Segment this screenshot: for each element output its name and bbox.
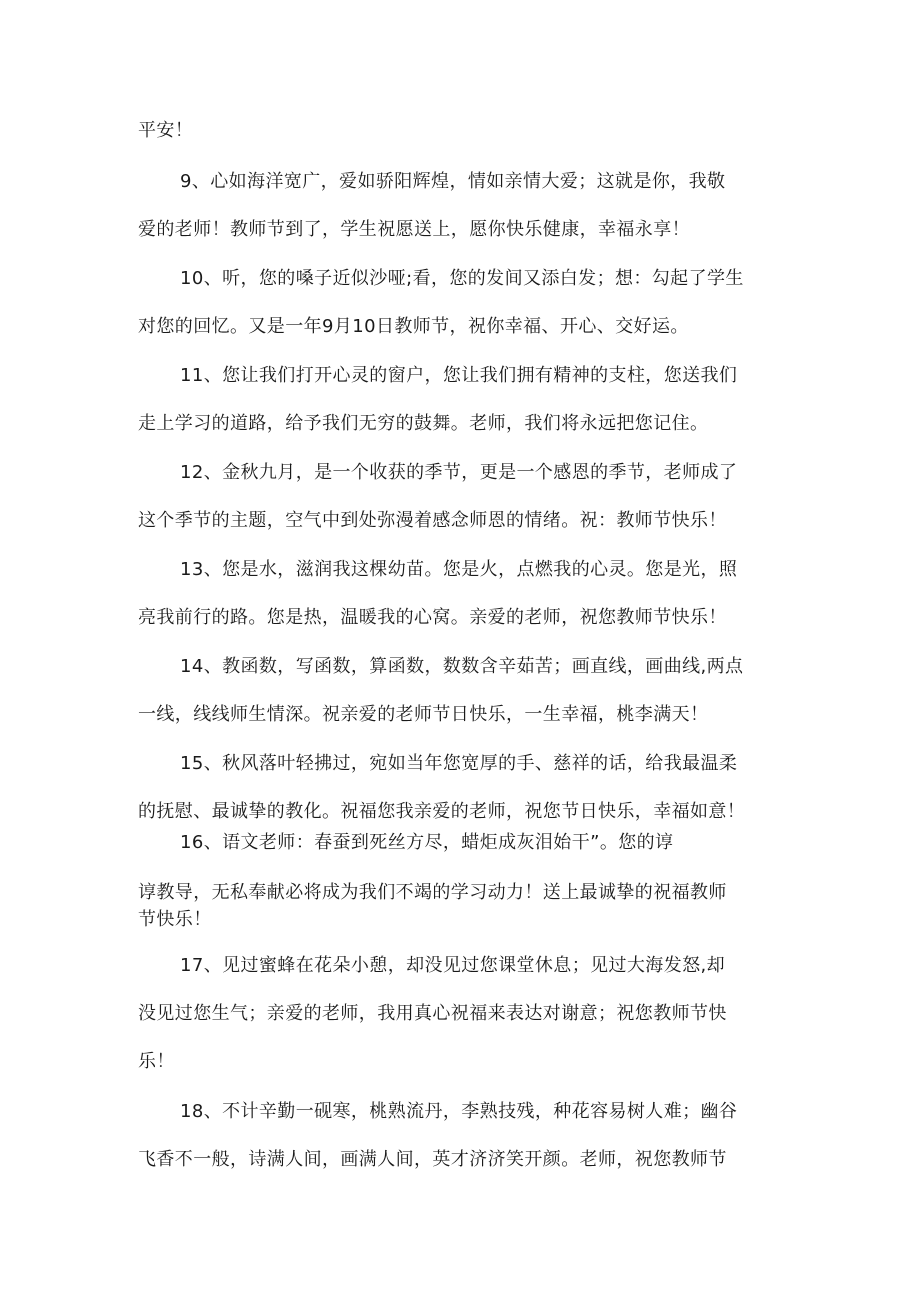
text-line: 9、心如海洋宽广，爱如骄阳辉煌，情如亲情大爱；这就是你，我敬 bbox=[180, 171, 726, 192]
text-line: 谆教导，无私奉献必将成为我们不竭的学习动力！送上最诚挚的祝福教师 bbox=[138, 882, 727, 903]
text-line: 对您的回忆。又是一年9月10日教师节，祝你幸福、开心、交好运。 bbox=[138, 316, 689, 337]
text-line: 14、教函数，写函数，算函数，数数含辛茹苦；画直线，画曲线,两点 bbox=[180, 656, 744, 677]
text-line: 11、您让我们打开心灵的窗户，您让我们拥有精神的支柱，您送我们 bbox=[180, 365, 738, 386]
text-line: 16、语文老师：春蚕到死丝方尽，蜡炬成灰泪始干”。您的谆 bbox=[180, 832, 674, 853]
text-line: 10、听，您的嗓子近似沙哑;看，您的发间又添白发；想：勾起了学生 bbox=[180, 268, 744, 289]
text-line: 13、您是水，滋润我这棵幼苗。您是火，点燃我的心灵。您是光，照 bbox=[180, 559, 738, 580]
text-line: 一线，线线师生情深。祝亲爱的老师节日快乐，一生幸福，桃李满天！ bbox=[138, 704, 709, 725]
text-line: 这个季节的主题，空气中到处弥漫着感念师恩的情绪。祝：教师节快乐！ bbox=[138, 510, 727, 531]
text-line: 爱的老师！教师节到了，学生祝愿送上，愿你快乐健康，幸福永享！ bbox=[138, 219, 690, 240]
text-line: 17、见过蜜蜂在花朵小憩，却没见过您课堂休息；见过大海发怒,却 bbox=[180, 955, 726, 976]
text-line: 15、秋风落叶轻拂过，宛如当年您宽厚的手、慈祥的话，给我最温柔 bbox=[180, 753, 738, 774]
text-line: 节快乐！ bbox=[138, 909, 212, 930]
text-line: 亮我前行的路。您是热，温暖我的心窝。亲爱的老师，祝您教师节快乐！ bbox=[138, 607, 727, 628]
text-line: 12、金秋九月，是一个收获的季节，更是一个感恩的季节，老师成了 bbox=[180, 462, 738, 483]
text-line: 走上学习的道路，给予我们无穷的鼓舞。老师，我们将永远把您记住。 bbox=[138, 413, 709, 434]
text-line: 乐！ bbox=[138, 1051, 175, 1072]
text-line: 平安！ bbox=[138, 120, 194, 141]
text-line: 的抚慰、最诚挚的教化。祝福您我亲爱的老师，祝您节日快乐，幸福如意！ bbox=[138, 801, 746, 822]
text-line: 18、不计辛勤一砚寒，桃熟流丹，李熟技残，种花容易树人难；幽谷 bbox=[180, 1101, 738, 1122]
text-line: 没见过您生气；亲爱的老师，我用真心祝福来表达对谢意；祝您教师节快 bbox=[138, 1003, 727, 1024]
text-line: 飞香不一般，诗满人间，画满人间，英才济济笑开颜。老师，祝您教师节 bbox=[138, 1149, 727, 1170]
